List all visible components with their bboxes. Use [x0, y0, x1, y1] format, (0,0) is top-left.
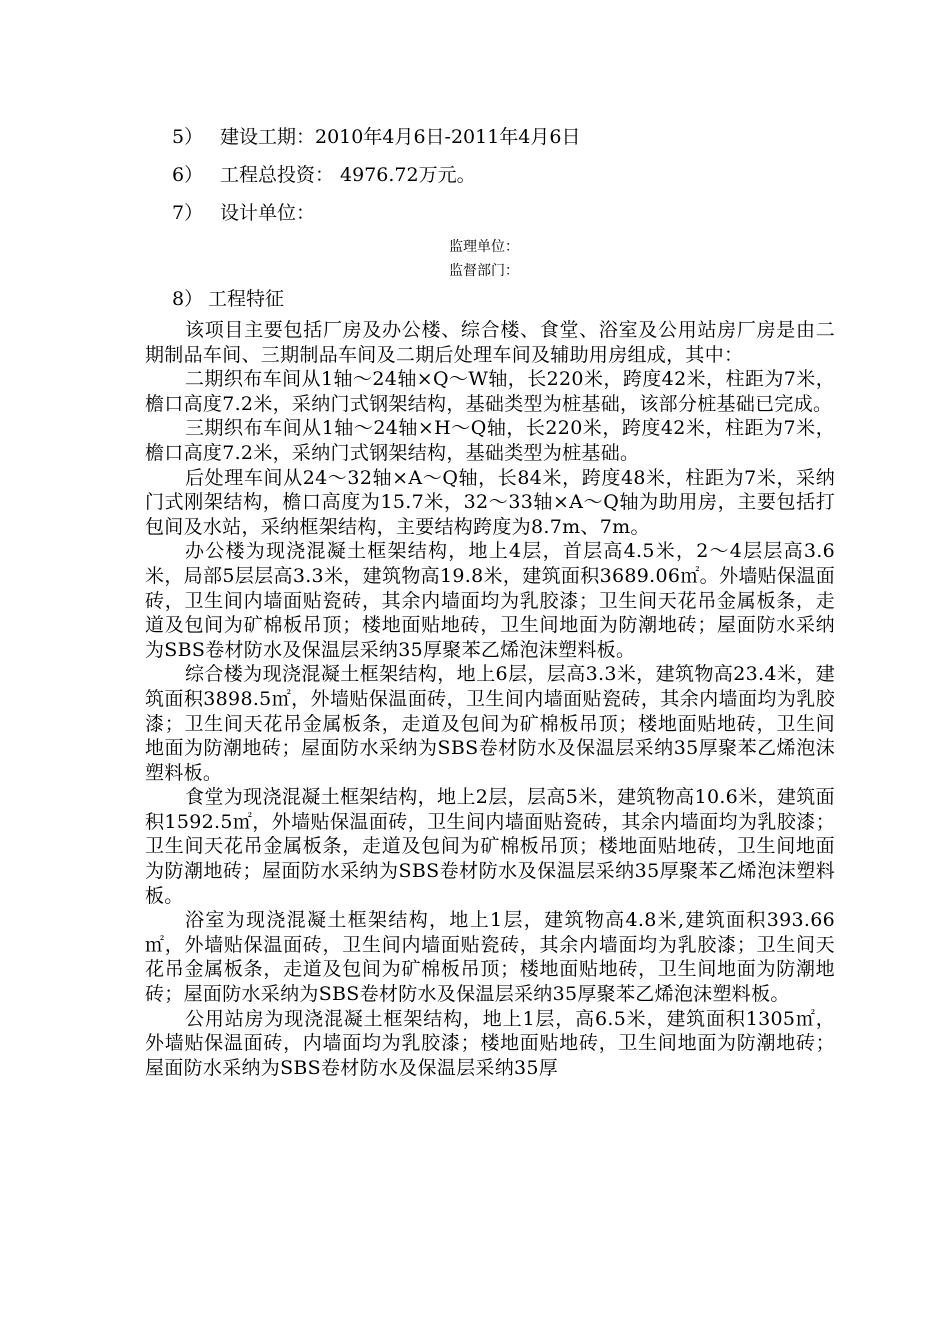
item-text: 建设工期：2010年4月6日-2011年4月6日 [220, 126, 581, 148]
paragraph-bathhouse: 浴室为现浇混凝土框架结构，地上1层，建筑物高4.8米,建筑面积393.66㎡，外墙贴保温面砖，卫生间内墙面贴瓷砖，其余内墙面均为乳胶漆；卫生间天花吊金属板条，走道及包间为矿棉板吊顶；楼地面贴地砖，卫生间地面为防潮地砖；屋面防水采纳为SBS卷材防水及保温层采纳35厚聚苯乙烯泡沫塑料板。 [145, 909, 835, 1006]
item-number: 8） [172, 288, 204, 310]
item-number: 6） [172, 164, 204, 186]
paragraph-utility-station: 公用站房为现浇混凝土框架结构，地上1层，高6.5米，建筑面积1305㎡，外墙贴保温面砖，内墙面均为乳胶漆；楼地面贴地砖，卫生间地面为防潮地砖；屋面防水采纳为SBS卷材防水及保温层采纳35厚 [145, 1007, 835, 1079]
paragraph-project-overview: 该项目主要包括厂房及办公楼、综合楼、食堂、浴室及公用站房厂房是由二期制品车间、三期制品车间及二期后处理车间及辅助用房组成，其中： [145, 319, 835, 366]
item-text: 工程总投资： 4976.72万元。 [220, 164, 476, 186]
paragraph-phase3-weaving: 三期织布车间从1轴～24轴×H～Q轴，长220米，跨度42米，柱距为7米，檐口高度7.2米，采纳门式钢架结构，基础类型为桩基础。 [145, 417, 835, 464]
supervision-department-line: 监督部门： [449, 263, 519, 279]
paragraph-office-building: 办公楼为现浇混凝土框架结构，地上4层，首层高4.5米，2～4层层高3.6米，局部5层层高3.3米，建筑物高19.8米，建筑面积3689.06㎡。外墙贴保温面砖，卫生间内墙面贴瓷砖，其余内墙面均为乳胶漆；卫生间天花吊金属板条，走道及包间为矿棉板吊顶；楼地面贴地砖，卫生间地面为防潮地砖；屋面防水采纳为SBS卷材防水及保温层采纳35厚聚苯乙烯泡沫塑料板。 [145, 540, 835, 661]
paragraph-phase2-weaving: 二期织布车间从1轴～24轴×Q～W轴，长220米，跨度42米，柱距为7米，檐口高度7.2米，采纳门式钢架结构，基础类型为桩基础，该部分桩基础已完成。 [145, 368, 836, 415]
item-design-unit [172, 200, 315, 226]
section-heading-engineering-features [172, 286, 284, 312]
paragraph-canteen: 食堂为现浇混凝土框架结构，地上2层，层高5米，建筑物高10.6米，建筑面积1592.5㎡，外墙贴保温面砖，卫生间内墙面贴瓷砖，其余内墙面均为乳胶漆；卫生间天花吊金属板条，走道及包间为矿棉板吊顶；楼地面贴地砖，卫生间地面为防潮地砖；屋面防水采纳为SBS卷材防水及保温层采纳35厚聚苯乙烯泡沫塑料板。 [145, 786, 835, 907]
item-text: 设计单位： [220, 202, 316, 224]
item-total-investment [172, 162, 476, 188]
paragraph-complex-building: 综合楼为现浇混凝土框架结构，地上6层，层高3.3米，建筑物高23.4米，建筑面积3898.5㎡，外墙贴保温面砖，卫生间内墙面贴瓷砖，其余内墙面均为乳胶漆；卫生间天花吊金属板条，走道及包间为矿棉板吊顶；楼地面贴地砖，卫生间地面为防潮地砖；屋面防水采纳为SBS卷材防水及保温层采纳35厚聚苯乙烯泡沫塑料板。 [145, 663, 835, 784]
body-text [145, 318, 835, 1080]
item-construction-period [172, 124, 580, 150]
item-number: 5） [172, 126, 204, 148]
paragraph-post-processing: 后处理车间从24～32轴×A～Q轴，长84米，跨度48米，柱距为7米，采纳门式刚架结构，檐口高度为15.7米，32～33轴×A～Q轴为助用房，主要包括打包间及水站，采纳框架结构，主要结构跨度为8.7m、7m。 [145, 466, 835, 538]
section-heading-text: 工程特征 [208, 288, 285, 310]
supervision-unit-line: 监理单位： [449, 239, 519, 255]
item-number: 7） [172, 202, 204, 224]
